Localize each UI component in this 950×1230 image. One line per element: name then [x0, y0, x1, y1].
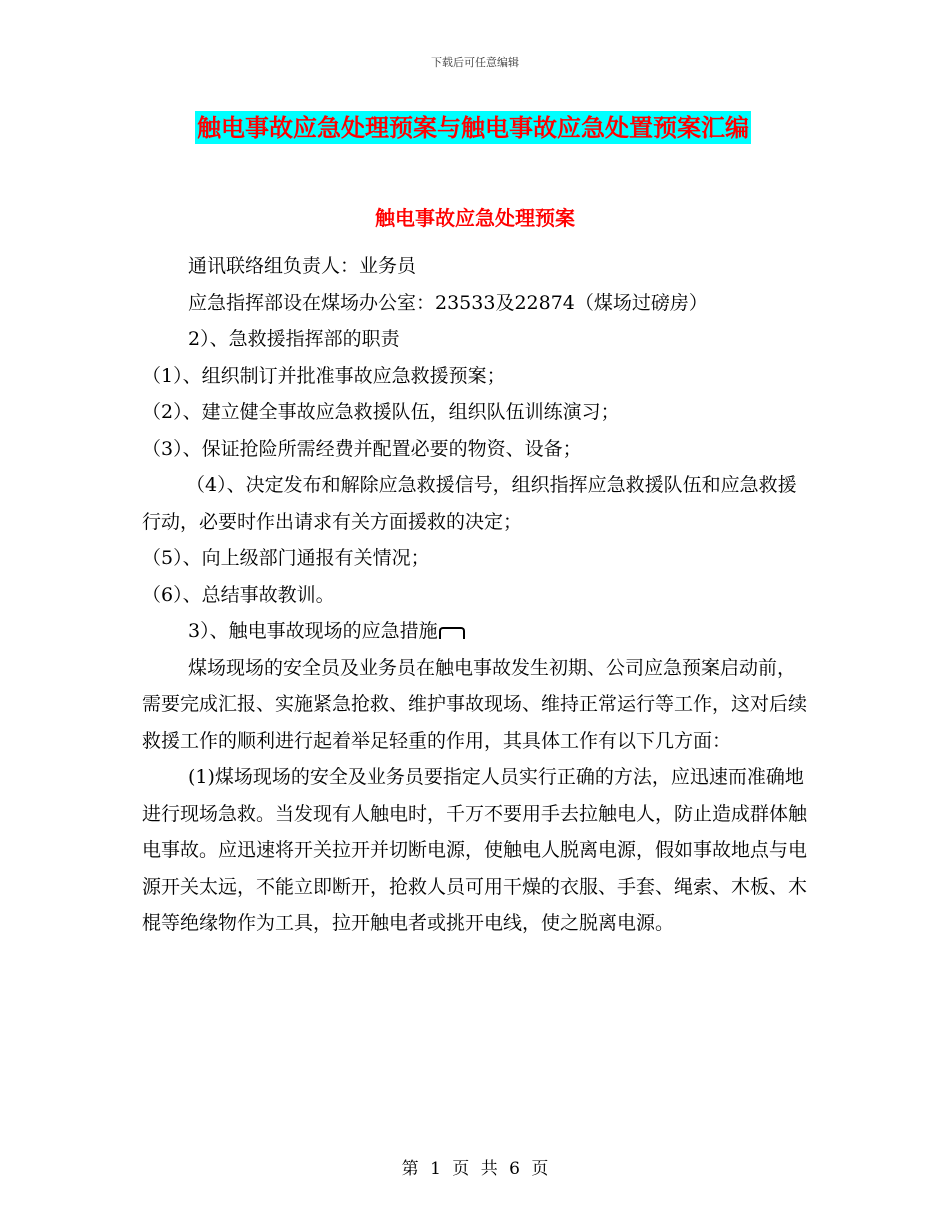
list-item-duty-4: （4）、决定发布和解除应急救援信号，组织指挥应急救援队伍和应急救援行动，必要时作出请求有关方面援救的决定； [142, 474, 797, 533]
paragraph-command-location: 应急指挥部设在煤场办公室：23533及22874（煤场过磅房） [188, 291, 708, 314]
header-note: 下载后可任意编辑 [431, 56, 519, 69]
paragraph-duties-heading: 2）、急救援指挥部的职责 [188, 328, 400, 350]
paragraph-first-aid: (1)煤场现场的安全及业务员要指定人员实行正确的方法，应迅速而准确地进行现场急救。当发现有人触电时，千万不要用手去拉触电人，防止造成群体触电事故。应迅速将开关拉开并切断电源，使触电人脱离电源，假如事故地点与电源开关太远，不能立即断开，抢救人员可用干燥的衣服、手套、绳索、木板、木棍等绝缘物作为工具，拉开触电者或挑开电线，使之脱离电源。 [142, 766, 808, 934]
list-item-duty-3: （3）、保证抢险所需经费并配置必要的物资、设备； [142, 437, 582, 460]
measures-heading-text: 3）、触电事故现场的应急措施 [188, 620, 438, 642]
page-footer: 第 1 页 共 6 页 [401, 1159, 549, 1179]
document-main-title: 触电事故应急处理预案与触电事故应急处置预案汇编 [197, 113, 749, 142]
text-cursor-mark [439, 627, 465, 639]
list-item-duty-6: （6）、总结事故教训。 [142, 583, 335, 606]
paragraph-measures-heading [142, 613, 812, 650]
section-title: 触电事故应急处理预案 [375, 206, 575, 230]
list-item-duty-1: （1）、组织制订并批准事故应急救援预案； [142, 364, 506, 387]
document-body [142, 248, 812, 942]
paragraph-onsite-work: 煤场现场的安全员及业务员在触电事故发生初期、公司应急预案启动前，需要完成汇报、实施紧急抢救、维护事故现场、维持正常运行等工作，这对后续救援工作的顺利进行起着举足轻重的作用，其具体工作有以下几方面： [142, 656, 808, 752]
list-item-duty-2: （2）、建立健全事故应急救援队伍，组织队伍训练演习； [142, 401, 620, 423]
list-item-duty-5: （5）、向上级部门通报有关情况； [142, 547, 430, 569]
paragraph-contact-lead: 通讯联络组负责人：业务员 [188, 255, 417, 277]
